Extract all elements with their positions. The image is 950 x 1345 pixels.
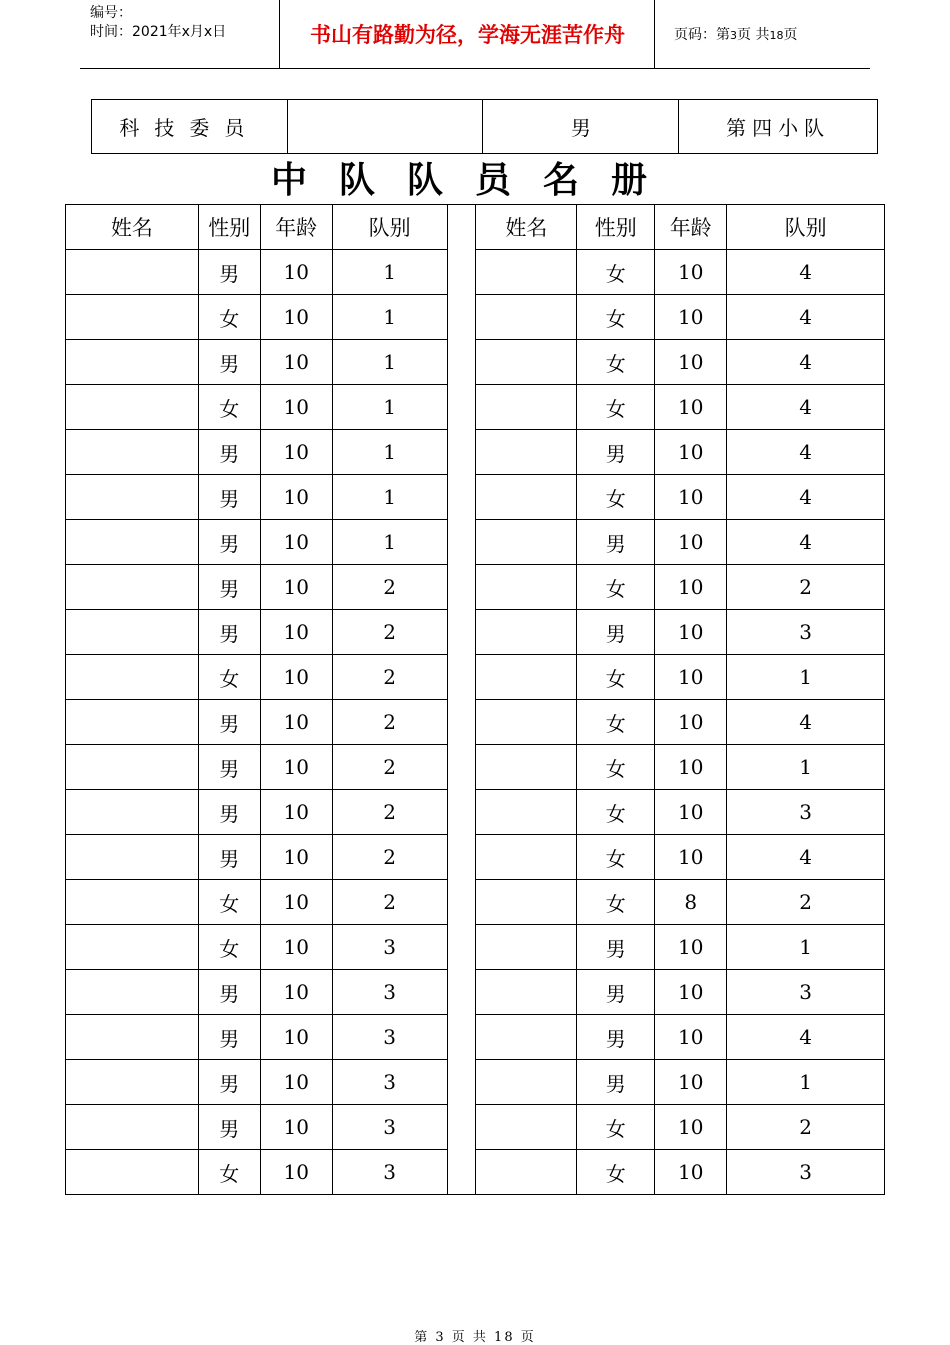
right-gender-cell: 女 bbox=[577, 475, 655, 520]
left-gender-cell: 男 bbox=[198, 700, 260, 745]
right-squad-cell: 4 bbox=[727, 430, 885, 475]
left-age-cell: 10 bbox=[260, 520, 332, 565]
right-gender-cell: 男 bbox=[577, 970, 655, 1015]
right-age-cell: 10 bbox=[655, 1105, 727, 1150]
right-age-cell: 10 bbox=[655, 835, 727, 880]
right-age-cell: 10 bbox=[655, 700, 727, 745]
left-age-cell: 10 bbox=[260, 1105, 332, 1150]
page-prefix: 页码：第 bbox=[674, 27, 730, 43]
table-row bbox=[66, 970, 885, 1015]
right-gender-cell: 男 bbox=[577, 430, 655, 475]
left-age-cell: 10 bbox=[260, 475, 332, 520]
table-row bbox=[66, 385, 885, 430]
left-name-cell bbox=[66, 790, 199, 835]
left-name-cell bbox=[66, 700, 199, 745]
right-squad-cell: 3 bbox=[727, 970, 885, 1015]
left-squad-cell: 1 bbox=[332, 295, 447, 340]
right-age-cell: 10 bbox=[655, 250, 727, 295]
left-name-cell bbox=[66, 1105, 199, 1150]
right-name-cell bbox=[476, 835, 577, 880]
left-name-cell bbox=[66, 1060, 199, 1105]
table-row bbox=[66, 475, 885, 520]
col-header-age-left: 年龄 bbox=[260, 205, 332, 250]
header-meta bbox=[80, 0, 280, 68]
right-name-cell bbox=[476, 295, 577, 340]
left-squad-cell: 2 bbox=[332, 745, 447, 790]
left-squad-cell: 2 bbox=[332, 880, 447, 925]
col-header-squad-right: 队别 bbox=[727, 205, 885, 250]
right-gender-cell: 女 bbox=[577, 1105, 655, 1150]
left-name-cell bbox=[66, 925, 199, 970]
right-name-cell bbox=[476, 475, 577, 520]
left-name-cell bbox=[66, 475, 199, 520]
left-squad-cell: 3 bbox=[332, 1150, 447, 1195]
left-name-cell bbox=[66, 880, 199, 925]
left-gender-cell: 女 bbox=[198, 655, 260, 700]
roster-table bbox=[65, 204, 885, 1195]
right-name-cell bbox=[476, 790, 577, 835]
info-squad: 第四小队 bbox=[679, 100, 878, 154]
left-gender-cell: 男 bbox=[198, 250, 260, 295]
left-name-cell bbox=[66, 655, 199, 700]
left-squad-cell: 1 bbox=[332, 250, 447, 295]
left-gender-cell: 男 bbox=[198, 970, 260, 1015]
right-age-cell: 10 bbox=[655, 520, 727, 565]
left-gender-cell: 女 bbox=[198, 1150, 260, 1195]
left-squad-cell: 2 bbox=[332, 700, 447, 745]
col-header-gender-left: 性别 bbox=[198, 205, 260, 250]
info-role: 科技委员 bbox=[92, 100, 288, 154]
table-row bbox=[66, 250, 885, 295]
right-gender-cell: 女 bbox=[577, 295, 655, 340]
header-page-info bbox=[664, 0, 870, 68]
left-name-cell bbox=[66, 430, 199, 475]
left-name-cell bbox=[66, 295, 199, 340]
right-gender-cell: 女 bbox=[577, 1150, 655, 1195]
table-row bbox=[66, 925, 885, 970]
left-gender-cell: 男 bbox=[198, 1105, 260, 1150]
right-age-cell: 10 bbox=[655, 340, 727, 385]
table-row bbox=[66, 1015, 885, 1060]
right-gender-cell: 女 bbox=[577, 565, 655, 610]
right-name-cell bbox=[476, 880, 577, 925]
info-name bbox=[287, 100, 483, 154]
right-gender-cell: 女 bbox=[577, 700, 655, 745]
right-squad-cell: 1 bbox=[727, 745, 885, 790]
right-squad-cell: 1 bbox=[727, 1060, 885, 1105]
left-squad-cell: 1 bbox=[332, 520, 447, 565]
left-squad-cell: 2 bbox=[332, 610, 447, 655]
right-name-cell bbox=[476, 655, 577, 700]
right-gender-cell: 女 bbox=[577, 745, 655, 790]
left-gender-cell: 男 bbox=[198, 1060, 260, 1105]
left-squad-cell: 1 bbox=[332, 385, 447, 430]
header-motto: 书山有路勤为径，学海无涯苦作舟 bbox=[281, 0, 655, 68]
left-squad-cell: 1 bbox=[332, 340, 447, 385]
page-footer: 第 3 页 共 18 页 bbox=[414, 1330, 536, 1345]
right-squad-cell: 4 bbox=[727, 385, 885, 430]
page-number: 3 bbox=[730, 29, 737, 42]
table-row bbox=[66, 1105, 885, 1150]
right-gender-cell: 女 bbox=[577, 385, 655, 430]
table-row bbox=[66, 1150, 885, 1195]
left-name-cell bbox=[66, 520, 199, 565]
left-gender-cell: 男 bbox=[198, 610, 260, 655]
left-gender-cell: 女 bbox=[198, 295, 260, 340]
right-age-cell: 10 bbox=[655, 385, 727, 430]
left-age-cell: 10 bbox=[260, 970, 332, 1015]
left-name-cell bbox=[66, 340, 199, 385]
table-row bbox=[66, 700, 885, 745]
right-gender-cell: 女 bbox=[577, 835, 655, 880]
right-squad-cell: 3 bbox=[727, 1150, 885, 1195]
right-squad-cell: 4 bbox=[727, 250, 885, 295]
left-name-cell bbox=[66, 610, 199, 655]
left-squad-cell: 1 bbox=[332, 475, 447, 520]
left-gender-cell: 男 bbox=[198, 745, 260, 790]
left-gender-cell: 男 bbox=[198, 430, 260, 475]
roster-header-row bbox=[66, 205, 885, 250]
left-age-cell: 10 bbox=[260, 1015, 332, 1060]
right-age-cell: 10 bbox=[655, 1150, 727, 1195]
col-header-name-right: 姓名 bbox=[476, 205, 577, 250]
left-name-cell bbox=[66, 1150, 199, 1195]
left-age-cell: 10 bbox=[260, 295, 332, 340]
right-age-cell: 10 bbox=[655, 925, 727, 970]
right-age-cell: 10 bbox=[655, 970, 727, 1015]
left-gender-cell: 女 bbox=[198, 880, 260, 925]
right-name-cell bbox=[476, 520, 577, 565]
right-name-cell bbox=[476, 925, 577, 970]
left-age-cell: 10 bbox=[260, 790, 332, 835]
right-age-cell: 10 bbox=[655, 295, 727, 340]
right-squad-cell: 1 bbox=[727, 925, 885, 970]
left-gender-cell: 男 bbox=[198, 1015, 260, 1060]
right-name-cell bbox=[476, 565, 577, 610]
right-gender-cell: 男 bbox=[577, 1015, 655, 1060]
table-row bbox=[66, 340, 885, 385]
right-squad-cell: 2 bbox=[727, 880, 885, 925]
right-age-cell: 10 bbox=[655, 745, 727, 790]
right-age-cell: 10 bbox=[655, 475, 727, 520]
right-name-cell bbox=[476, 385, 577, 430]
left-squad-cell: 3 bbox=[332, 1015, 447, 1060]
right-squad-cell: 3 bbox=[727, 610, 885, 655]
left-age-cell: 10 bbox=[260, 610, 332, 655]
right-age-cell: 10 bbox=[655, 1015, 727, 1060]
left-gender-cell: 男 bbox=[198, 835, 260, 880]
left-age-cell: 10 bbox=[260, 745, 332, 790]
right-squad-cell: 3 bbox=[727, 790, 885, 835]
right-gender-cell: 女 bbox=[577, 340, 655, 385]
col-header-age-right: 年龄 bbox=[655, 205, 727, 250]
right-age-cell: 10 bbox=[655, 430, 727, 475]
right-gender-cell: 男 bbox=[577, 520, 655, 565]
left-squad-cell: 2 bbox=[332, 835, 447, 880]
left-age-cell: 10 bbox=[260, 835, 332, 880]
table-row bbox=[66, 880, 885, 925]
info-gender: 男 bbox=[483, 100, 679, 154]
table-row bbox=[66, 565, 885, 610]
right-name-cell bbox=[476, 340, 577, 385]
right-name-cell bbox=[476, 250, 577, 295]
right-age-cell: 10 bbox=[655, 790, 727, 835]
left-gender-cell: 男 bbox=[198, 340, 260, 385]
left-squad-cell: 2 bbox=[332, 655, 447, 700]
right-gender-cell: 男 bbox=[577, 1060, 655, 1105]
table-row bbox=[66, 1060, 885, 1105]
right-squad-cell: 4 bbox=[727, 295, 885, 340]
left-age-cell: 10 bbox=[260, 250, 332, 295]
left-name-cell bbox=[66, 1015, 199, 1060]
page-suffix: 页 bbox=[783, 27, 798, 43]
left-age-cell: 10 bbox=[260, 385, 332, 430]
right-squad-cell: 4 bbox=[727, 700, 885, 745]
left-age-cell: 10 bbox=[260, 655, 332, 700]
col-header-name-left: 姓名 bbox=[66, 205, 199, 250]
left-squad-cell: 3 bbox=[332, 925, 447, 970]
right-gender-cell: 女 bbox=[577, 790, 655, 835]
right-gender-cell: 男 bbox=[577, 610, 655, 655]
left-name-cell bbox=[66, 250, 199, 295]
right-name-cell bbox=[476, 1105, 577, 1150]
left-squad-cell: 3 bbox=[332, 1105, 447, 1150]
serial-label: 编号： bbox=[90, 5, 132, 21]
table-row bbox=[66, 610, 885, 655]
right-name-cell bbox=[476, 1150, 577, 1195]
right-squad-cell: 4 bbox=[727, 1015, 885, 1060]
left-gender-cell: 男 bbox=[198, 520, 260, 565]
left-name-cell bbox=[66, 385, 199, 430]
page-header bbox=[80, 0, 870, 69]
table-row bbox=[66, 655, 885, 700]
left-age-cell: 10 bbox=[260, 880, 332, 925]
right-squad-cell: 2 bbox=[727, 1105, 885, 1150]
table-row bbox=[66, 745, 885, 790]
page-total: 18 bbox=[769, 29, 784, 42]
left-gender-cell: 男 bbox=[198, 790, 260, 835]
right-age-cell: 10 bbox=[655, 610, 727, 655]
column-gap bbox=[447, 205, 476, 1195]
right-name-cell bbox=[476, 700, 577, 745]
right-squad-cell: 4 bbox=[727, 520, 885, 565]
left-squad-cell: 3 bbox=[332, 1060, 447, 1105]
left-gender-cell: 女 bbox=[198, 925, 260, 970]
info-table bbox=[91, 99, 878, 154]
left-age-cell: 10 bbox=[260, 565, 332, 610]
right-squad-cell: 4 bbox=[727, 835, 885, 880]
left-gender-cell: 男 bbox=[198, 475, 260, 520]
right-squad-cell: 1 bbox=[727, 655, 885, 700]
table-row bbox=[66, 295, 885, 340]
info-row bbox=[92, 100, 878, 154]
right-name-cell bbox=[476, 745, 577, 790]
col-header-gender-right: 性别 bbox=[577, 205, 655, 250]
right-age-cell: 10 bbox=[655, 1060, 727, 1105]
left-squad-cell: 1 bbox=[332, 430, 447, 475]
right-gender-cell: 女 bbox=[577, 250, 655, 295]
right-name-cell bbox=[476, 610, 577, 655]
left-squad-cell: 3 bbox=[332, 970, 447, 1015]
right-age-cell: 10 bbox=[655, 565, 727, 610]
table-row bbox=[66, 430, 885, 475]
right-age-cell: 8 bbox=[655, 880, 727, 925]
right-name-cell bbox=[476, 970, 577, 1015]
left-age-cell: 10 bbox=[260, 340, 332, 385]
left-name-cell bbox=[66, 835, 199, 880]
right-squad-cell: 4 bbox=[727, 340, 885, 385]
right-squad-cell: 2 bbox=[727, 565, 885, 610]
left-gender-cell: 男 bbox=[198, 565, 260, 610]
right-gender-cell: 女 bbox=[577, 655, 655, 700]
col-header-squad-left: 队别 bbox=[332, 205, 447, 250]
table-row bbox=[66, 520, 885, 565]
left-squad-cell: 2 bbox=[332, 790, 447, 835]
left-gender-cell: 女 bbox=[198, 385, 260, 430]
left-age-cell: 10 bbox=[260, 1060, 332, 1105]
table-row bbox=[66, 790, 885, 835]
left-age-cell: 10 bbox=[260, 1150, 332, 1195]
page-title: 中队队员名册 bbox=[270, 160, 679, 201]
right-squad-cell: 4 bbox=[727, 475, 885, 520]
right-age-cell: 10 bbox=[655, 655, 727, 700]
left-age-cell: 10 bbox=[260, 430, 332, 475]
page-mid: 页 共 bbox=[737, 27, 770, 43]
time-label: 时间：2021年x月x日 bbox=[90, 24, 227, 40]
left-squad-cell: 2 bbox=[332, 565, 447, 610]
left-name-cell bbox=[66, 745, 199, 790]
left-name-cell bbox=[66, 970, 199, 1015]
left-age-cell: 10 bbox=[260, 925, 332, 970]
left-age-cell: 10 bbox=[260, 700, 332, 745]
left-name-cell bbox=[66, 565, 199, 610]
right-gender-cell: 男 bbox=[577, 925, 655, 970]
right-name-cell bbox=[476, 1060, 577, 1105]
right-gender-cell: 女 bbox=[577, 880, 655, 925]
right-name-cell bbox=[476, 430, 577, 475]
table-row bbox=[66, 835, 885, 880]
right-name-cell bbox=[476, 1015, 577, 1060]
